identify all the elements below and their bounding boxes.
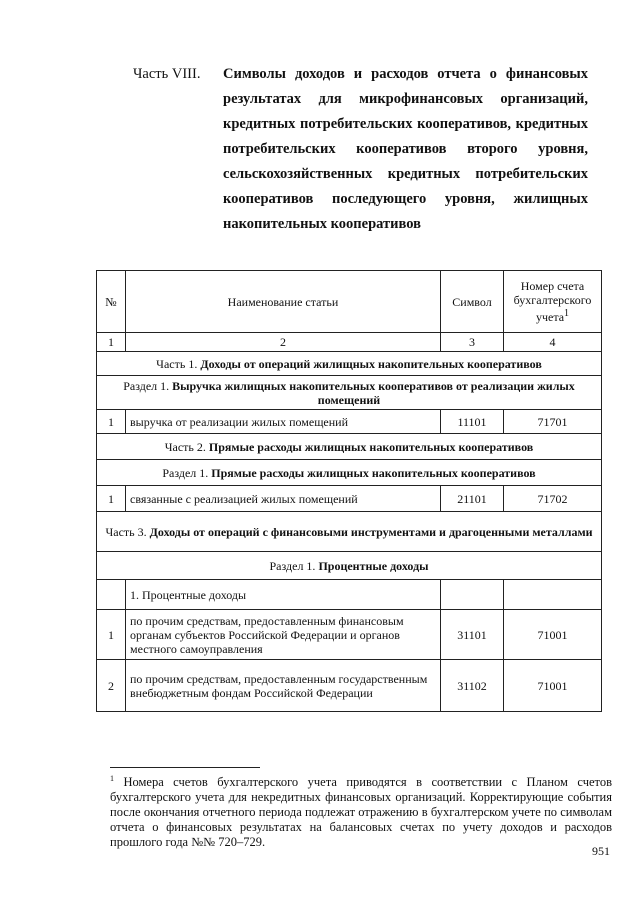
part-2-heading [97, 434, 602, 460]
part-1-heading [97, 352, 602, 376]
row-name: связанные с реализацией жилых помещений [126, 486, 441, 512]
row-symbol: 31102 [441, 660, 504, 712]
row-symbol: 31101 [441, 610, 504, 660]
column-number-2: 2 [126, 333, 441, 352]
row-num: 1 [97, 486, 126, 512]
part-3-section-heading [97, 552, 602, 580]
table-row [97, 580, 602, 610]
part-2-section-prefix: Раздел 1. [162, 465, 212, 480]
part-3-section-prefix: Раздел 1. [269, 558, 319, 573]
row-num: 1 [97, 410, 126, 434]
part-row [97, 352, 602, 376]
table-row [97, 486, 602, 512]
part-1-section-prefix: Раздел 1. [123, 378, 173, 393]
subheading-name: 1. Процентные доходы [126, 580, 441, 610]
part-row [97, 434, 602, 460]
column-number-4: 4 [504, 333, 602, 352]
row-name: по прочим средствам, предоставленным финансовым органам субъектов Российской Федерации и органов местного самоуправления [126, 610, 441, 660]
part-row [97, 512, 602, 552]
row-name: выручка от реализации жилых помещений [126, 410, 441, 434]
part-1-section-heading [97, 376, 602, 410]
header-name: Наименование статьи [126, 271, 441, 333]
row-account: 71701 [504, 410, 602, 434]
row-account: 71702 [504, 486, 602, 512]
header-num: № [97, 271, 126, 333]
table-row [97, 410, 602, 434]
part-title: Символы доходов и расходов отчета о финансовых результатах для микрофинансовых организаций, кредитных потребительских кооперативов, кредитных потребительских кооперативов второго уровня, сельскохозяйственных кредитных потребительских кооперативов последующего уровня, жилищных накопительных кооперативов [223, 66, 588, 232]
part-3-title: Доходы от операций с финансовыми инструментами и драгоценными металлами [149, 524, 593, 539]
row-num: 2 [97, 660, 126, 712]
column-number-1: 1 [97, 333, 126, 352]
page-number: 951 [592, 844, 610, 858]
footnote-text: Номера счетов бухгалтерского учета приводятся в соответствии с Планом счетов бухгалтерского учета для некредитных финансовых организаций. Корректирующие события после окончания отчетного периода подлежат отражению в бухгалтерском учете по символам отчета о финансовых результатах на балансовых счетах по учету доходов и расходов прошлого года №№ 720–729. [110, 775, 612, 850]
column-number-3: 3 [441, 333, 504, 352]
part-2-section-heading [97, 460, 602, 486]
part-1-title: Доходы от операций жилищных накопительных кооперативов [200, 356, 542, 371]
section-row [97, 376, 602, 410]
part-2-prefix: Часть 2. [164, 439, 209, 454]
symbols-table [96, 270, 602, 712]
part-label: Часть VIII. [133, 66, 201, 82]
column-number-row [97, 333, 602, 352]
part-heading [133, 62, 588, 237]
row-symbol: 21101 [441, 486, 504, 512]
footnote-divider [110, 767, 260, 768]
header-symbol: Символ [441, 271, 504, 333]
header-account-text: Номер счета бухгалтерского учета [513, 279, 592, 324]
row-num: 1 [97, 610, 126, 660]
header-account [504, 271, 602, 333]
row-account: 71001 [504, 610, 602, 660]
table-header-row [97, 271, 602, 333]
part-3-prefix: Часть 3. [105, 524, 150, 539]
section-row [97, 552, 602, 580]
part-2-title: Прямые расходы жилищных накопительных кооперативов [208, 439, 534, 454]
table-row [97, 660, 602, 712]
part-2-section-title: Прямые расходы жилищных накопительных кооперативов [211, 465, 536, 480]
part-1-section-title: Выручка жилищных накопительных кооперативов от реализации жилых помещений [172, 378, 575, 407]
part-3-heading [97, 512, 602, 552]
part-1-prefix: Часть 1. [156, 356, 201, 371]
footnote [110, 771, 612, 850]
row-name: по прочим средствам, предоставленным государственным внебюджетным фондам Российской Федерации [126, 660, 441, 712]
row-num [97, 580, 126, 610]
section-row [97, 460, 602, 486]
table-row [97, 610, 602, 660]
row-symbol: 11101 [441, 410, 504, 434]
row-account [504, 580, 602, 610]
footnote-ref: 1 [564, 308, 570, 319]
part-3-section-title: Процентные доходы [318, 558, 429, 573]
row-symbol [441, 580, 504, 610]
footnote-marker: 1 [110, 774, 114, 783]
row-account: 71001 [504, 660, 602, 712]
